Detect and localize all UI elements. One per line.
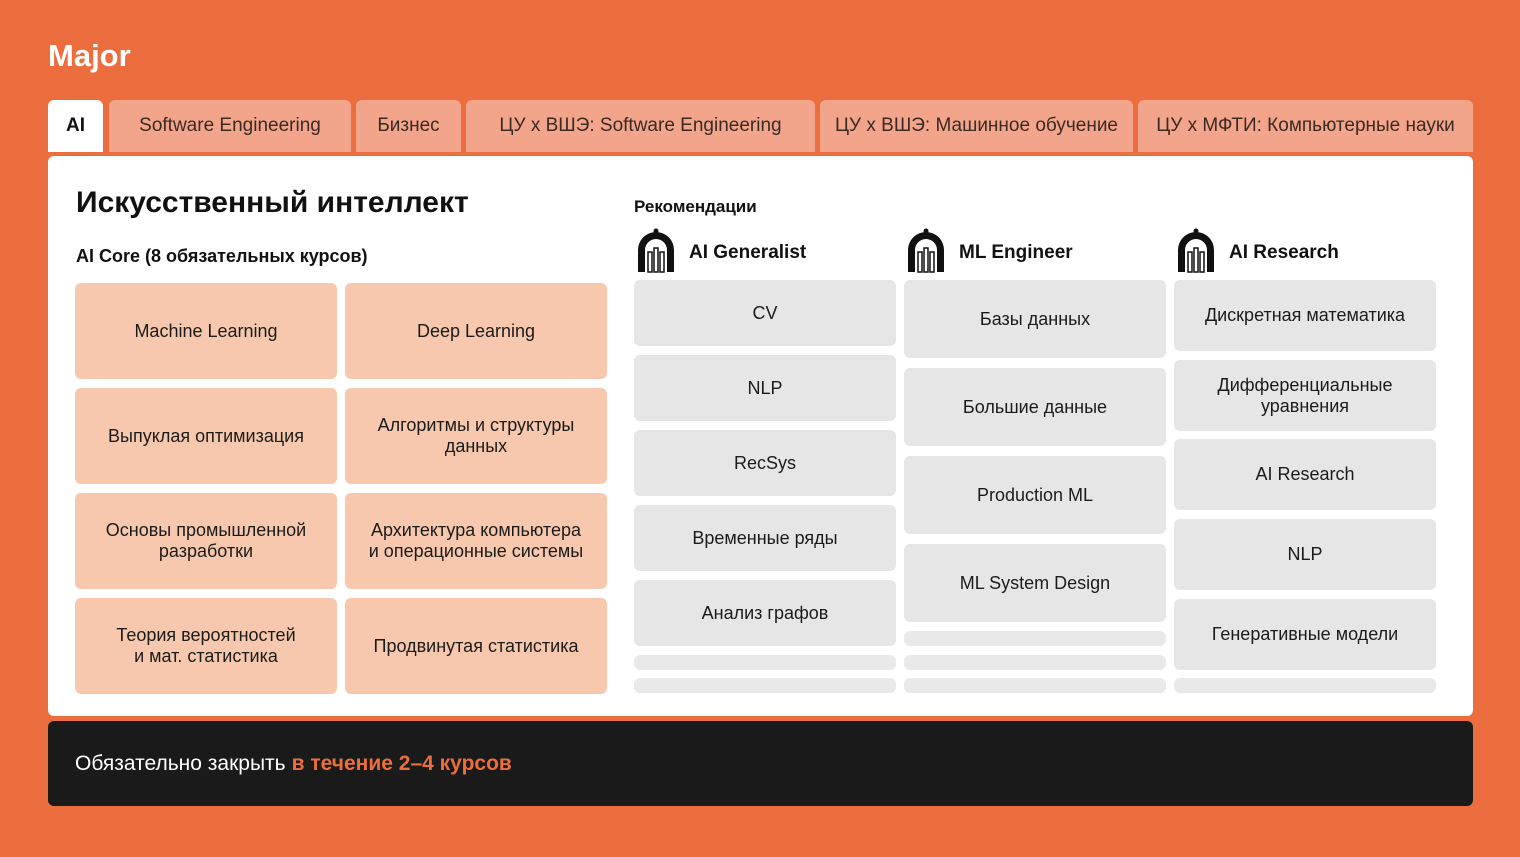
tab-ai[interactable]: AI	[48, 100, 103, 152]
track-title: ML Engineer	[959, 242, 1073, 263]
core-course-card: Продвинутая статистика	[345, 598, 607, 694]
track-title: AI Research	[1229, 242, 1339, 263]
tech-tower-icon	[904, 228, 948, 274]
more-courses-placeholder	[634, 655, 896, 670]
recommended-course-card: Дифференциальные уравнения	[1174, 360, 1436, 431]
page-title: Major	[48, 38, 131, 73]
recommended-course-card: Большие данные	[904, 368, 1166, 446]
recommended-course-card: AI Research	[1174, 439, 1436, 510]
core-course-card: Теория вероятностей и мат. статистика	[75, 598, 337, 694]
track-title: AI Generalist	[689, 242, 807, 263]
core-course-card: Выпуклая оптимизация	[75, 388, 337, 484]
track-ai-generalist	[634, 228, 896, 623]
major-title: Искусственный интеллект	[76, 186, 469, 219]
core-course-card: Machine Learning	[75, 283, 337, 379]
track-ml-engineer	[904, 228, 1166, 593]
core-course-card: Алгоритмы и структуры данных	[345, 388, 607, 484]
recommended-course-card: Временные ряды	[634, 505, 896, 571]
recommended-course-card: ML System Design	[904, 544, 1166, 622]
recommended-course-card: Генеративные модели	[1174, 599, 1436, 670]
tab-cu-hse-machine-learning[interactable]: ЦУ х ВШЭ: Машинное обучение	[820, 100, 1133, 152]
major-panel	[48, 156, 1473, 716]
core-course-card: Основы промышленной разработки	[75, 493, 337, 589]
recommended-course-card: NLP	[634, 355, 896, 421]
recommended-course-card: Базы данных	[904, 280, 1166, 358]
more-courses-placeholder	[904, 655, 1166, 670]
tab-cu-hse-software-engineering[interactable]: ЦУ х ВШЭ: Software Engineering	[466, 100, 815, 152]
tech-tower-icon	[1174, 228, 1218, 274]
recommended-course-card: Production ML	[904, 456, 1166, 534]
more-courses-placeholder	[634, 678, 896, 693]
more-courses-placeholder	[1174, 678, 1436, 693]
core-label: AI Core (8 обязательных курсов)	[76, 246, 368, 266]
tech-tower-icon	[634, 228, 678, 274]
core-course-card: Deep Learning	[345, 283, 607, 379]
recommended-course-card: RecSys	[634, 430, 896, 496]
tab-cu-mipt-computer-science[interactable]: ЦУ х МФТИ: Компьютерные науки	[1138, 100, 1473, 152]
track-ai-research	[1174, 228, 1436, 644]
recommended-course-card: Анализ графов	[634, 580, 896, 646]
tab-business[interactable]: Бизнес	[356, 100, 461, 152]
footer-banner	[48, 721, 1473, 806]
footer-text: Обязательно закрыть	[75, 751, 286, 775]
recommended-course-card: NLP	[1174, 519, 1436, 590]
recommended-course-card: CV	[634, 280, 896, 346]
core-course-card: Архитектура компьютера и операционные системы	[345, 493, 607, 589]
more-courses-placeholder	[904, 631, 1166, 646]
footer-highlight: в течение 2–4 курсов	[291, 751, 512, 775]
tab-software-engineering[interactable]: Software Engineering	[109, 100, 351, 152]
more-courses-placeholder	[904, 678, 1166, 693]
recommendations-label: Рекомендации	[634, 197, 757, 216]
recommended-course-card: Дискретная математика	[1174, 280, 1436, 351]
